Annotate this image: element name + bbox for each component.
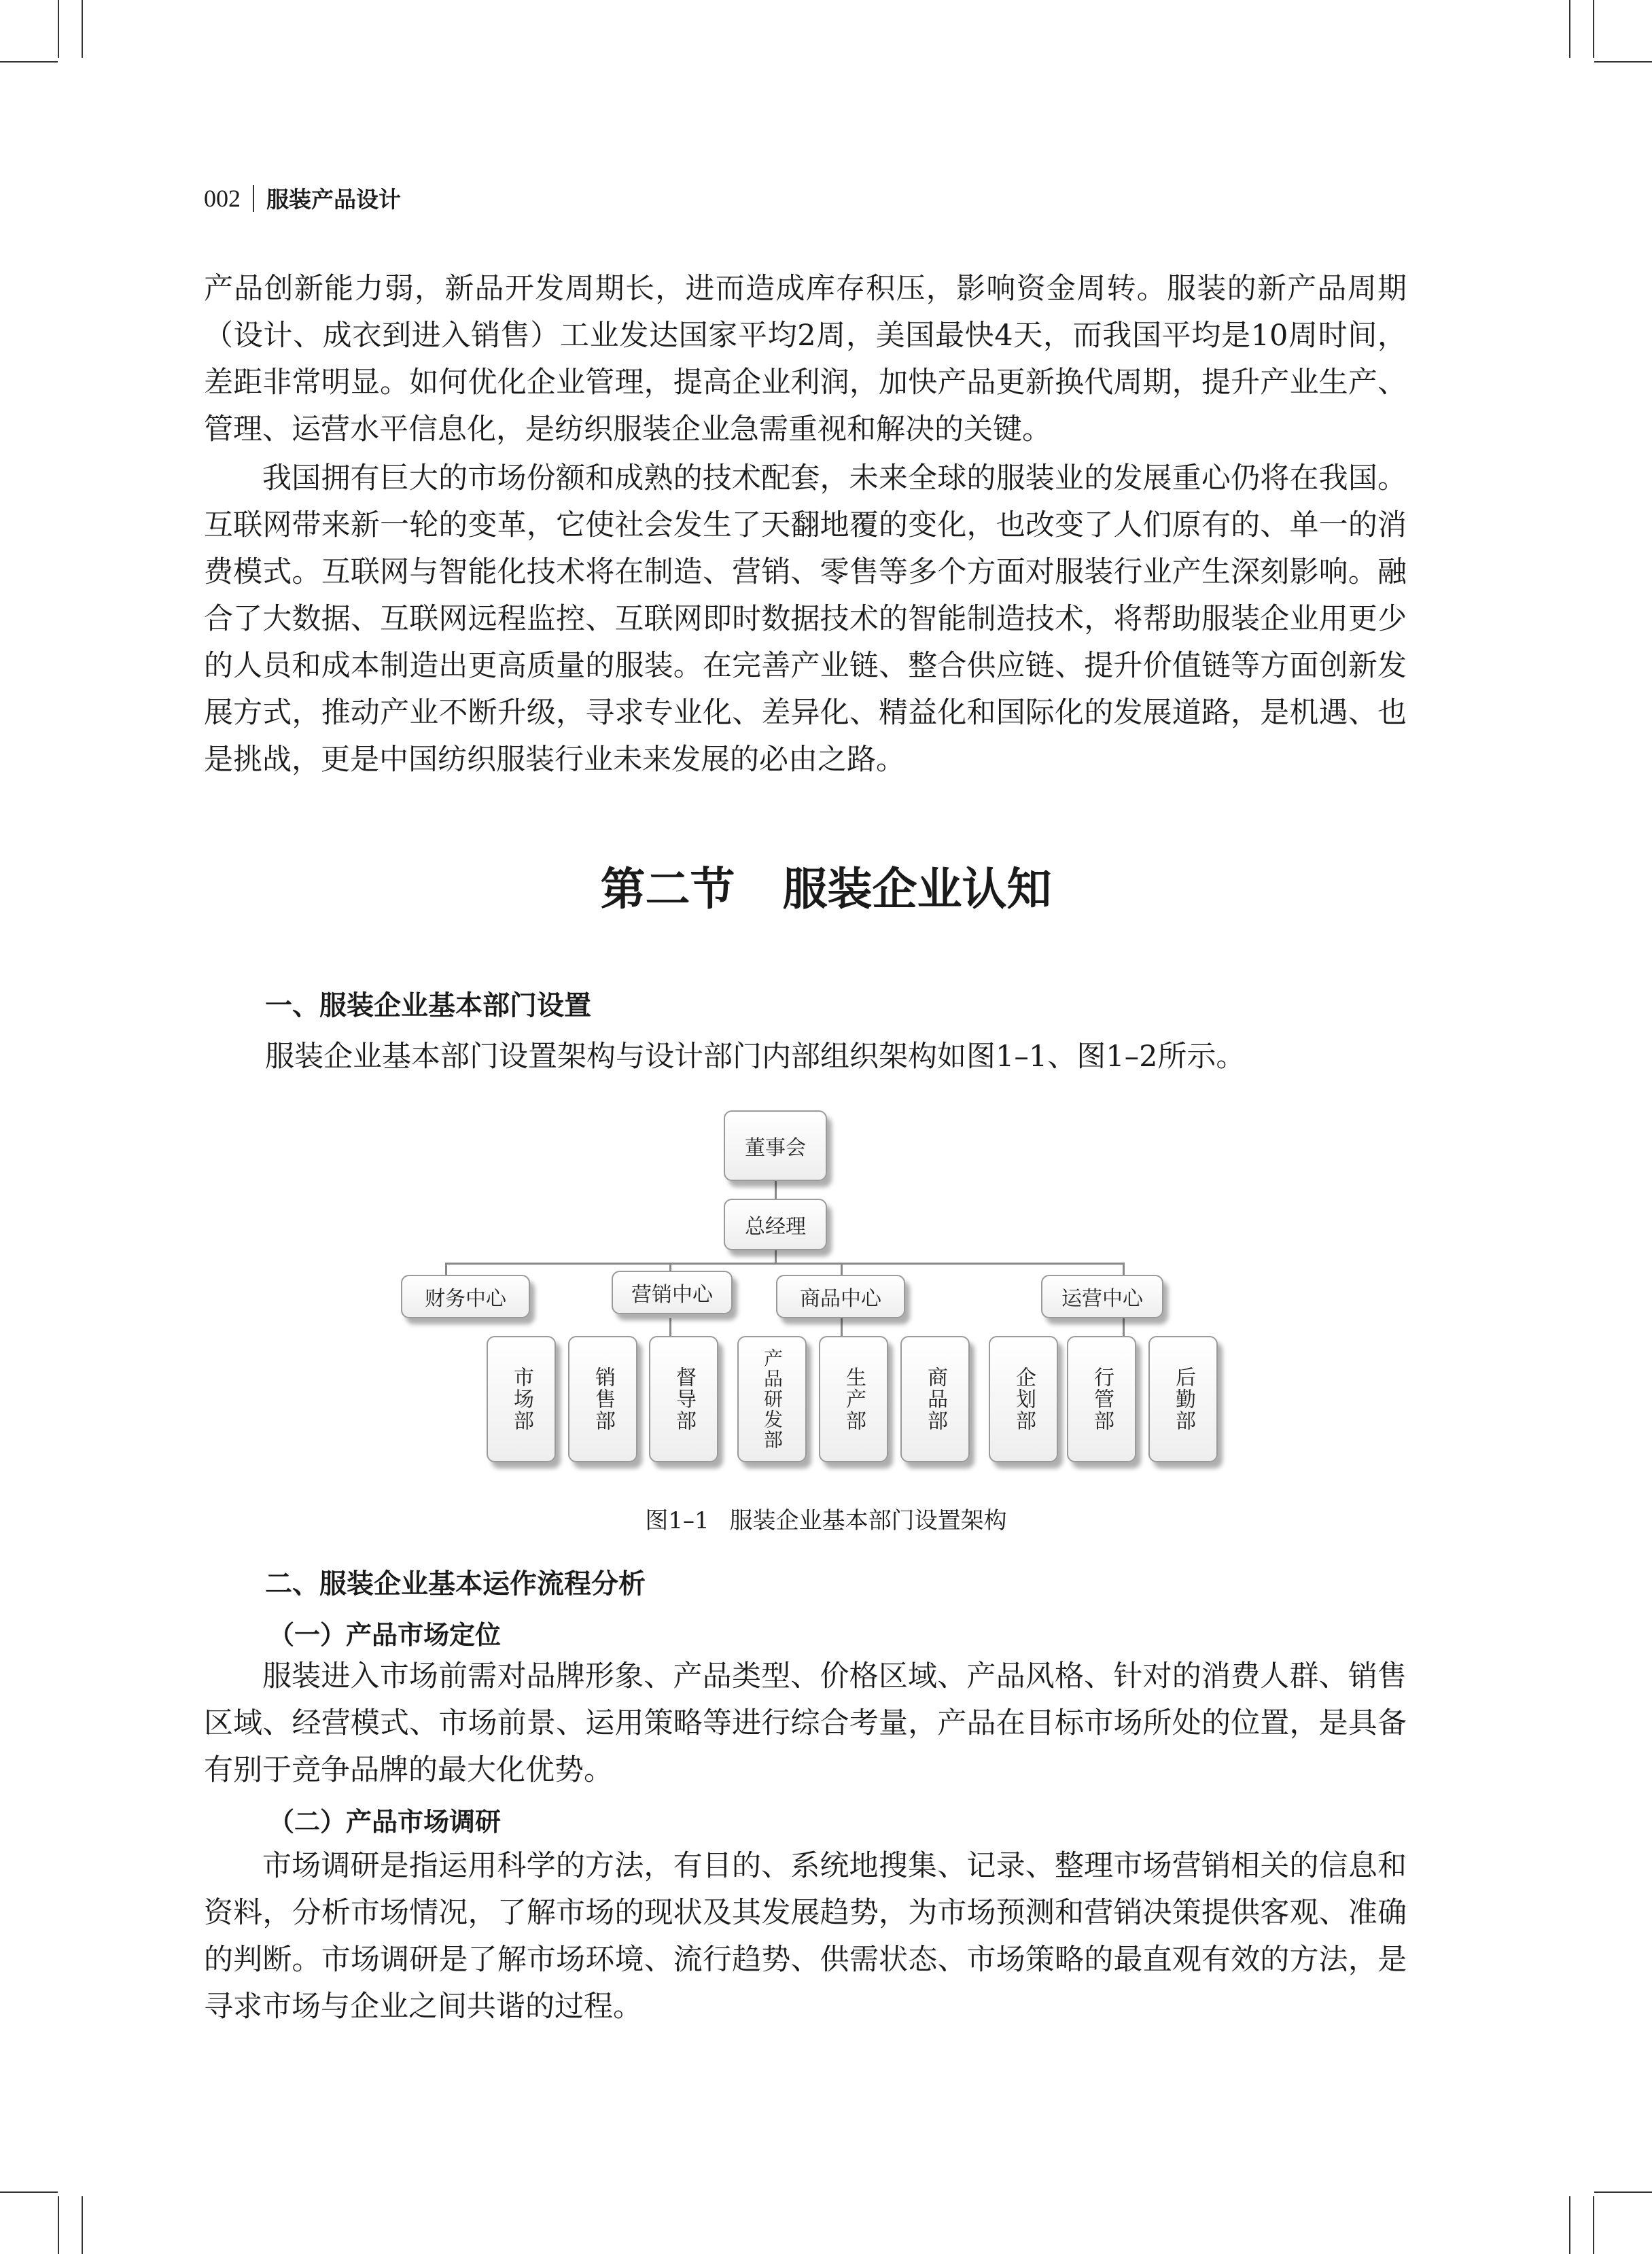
department-label: 后勤部 [1172, 1367, 1195, 1432]
page-number: 002 [204, 184, 241, 212]
connector-line [669, 1318, 671, 1336]
crop-mark [0, 2191, 58, 2193]
org-node-department [737, 1336, 807, 1462]
crop-mark [1569, 2196, 1570, 2254]
crop-mark [1593, 2196, 1594, 2254]
header-divider [253, 185, 254, 212]
department-label: 商品部 [924, 1367, 947, 1432]
paragraph: 我国拥有巨大的市场份额和成熟的技术配套，未来全球的服装业的发展重心仍将在我国。互联网带来新一轮的变革，它使社会发生了天翻地覆的变化，也改变了人们原有的、单一的消费模式。互联网与智能化技术将在制造、营销、零售等多个方面对服装行业产生深刻影响。融合了大数据、互联网远程监控、互联网即时数据技术的智能制造技术，将帮助服装企业用更少的人员和成本制造出更高质量的服装。在完善产业链、整合供应链、提升价值链等方面创新发展方式，推动产业不断升级，寻求专业化、差异化、精益化和国际化的发展道路，是机遇、也是挑战，更是中国纺织服装行业未来发展的必由之路。 [204, 461, 1407, 777]
crop-mark [1569, 0, 1570, 58]
department-label: 市场部 [510, 1367, 533, 1432]
connector-line [445, 1263, 447, 1275]
crop-mark [1594, 2191, 1652, 2193]
department-label: 生产部 [842, 1367, 866, 1432]
connector-line [775, 1250, 777, 1264]
org-node-department [819, 1336, 888, 1462]
org-node-center: 营销中心 [612, 1271, 733, 1314]
department-label: 企划部 [1012, 1367, 1036, 1432]
section-name: 服装企业认知 [782, 863, 1052, 915]
org-node-center: 财务中心 [401, 1275, 530, 1318]
section-number: 第二节 [600, 863, 735, 915]
connector-line [1123, 1318, 1125, 1336]
org-node-center: 商品中心 [776, 1275, 905, 1318]
department-label: 产品研发部 [761, 1348, 784, 1450]
department-label: 销售部 [591, 1367, 615, 1432]
connector-line [445, 1263, 1125, 1265]
org-node-department [487, 1336, 556, 1462]
crop-mark [58, 2196, 59, 2254]
subsection-heading: 二、服装企业基本运作流程分析 [265, 1568, 646, 1600]
org-node-department [900, 1336, 970, 1462]
department-label: 督导部 [672, 1367, 696, 1432]
org-node-board: 董事会 [724, 1110, 827, 1181]
paragraph: 市场调研是指运用科学的方法，有目的、系统地搜集、记录、整理市场营销相关的信息和资料，分析市场情况，了解市场的现状及其发展趋势，为市场预测和营销决策提供客观、准确的判断。市场调研是了解市场环境、流行趋势、供需状态、市场策略的最直观有效的方法，是寻求市场与企业之间共谐的过程。 [204, 1849, 1407, 2024]
org-node-department [1148, 1336, 1218, 1462]
crop-mark [82, 0, 83, 58]
org-node-gm: 总经理 [724, 1199, 827, 1250]
connector-line [841, 1263, 843, 1275]
org-node-center: 运营中心 [1041, 1275, 1163, 1318]
connector-line [1123, 1263, 1125, 1275]
figure-label: 图1–1 [645, 1507, 709, 1534]
paragraph: 服装进入市场前需对品牌形象、产品类型、价格区域、产品风格、针对的消费人群、销售区域、经营模式、市场前景、运用策略等进行综合考量，产品在目标市场所处的位置，是具备有别于竞争品牌的最大化优势。 [204, 1659, 1407, 1787]
org-node-department [568, 1336, 637, 1462]
figure-caption [0, 1502, 1652, 1535]
crop-mark [0, 61, 58, 63]
connector-line [669, 1263, 671, 1271]
connector-line [775, 1181, 777, 1199]
crop-mark [1593, 0, 1594, 58]
paragraph: 服装企业基本部门设置架构与设计部门内部组织架构如图1–1、图1–2所示。 [265, 1040, 1246, 1074]
org-node-department [649, 1336, 718, 1462]
running-header [204, 182, 401, 214]
item-heading: （一）产品市场定位 [268, 1620, 502, 1650]
subsection-heading: 一、服装企业基本部门设置 [265, 990, 591, 1021]
crop-mark [1594, 61, 1652, 63]
crop-mark [58, 0, 59, 58]
book-title: 服装产品设计 [266, 186, 401, 213]
section-title [0, 853, 1652, 917]
figure-caption-text: 服装企业基本部门设置架构 [729, 1507, 1007, 1534]
connector-line [841, 1318, 843, 1336]
item-heading: （二）产品市场调研 [268, 1807, 502, 1837]
paragraph: 产品创新能力弱，新品开发周期长，进而造成库存积压，影响资金周转。服装的新产品周期（设计、成衣到进入销售）工业发达国家平均2周，美国最快4天，而我国平均是10周时间，差距非常明显。如何优化企业管理，提高企业利润，加快产品更新换代周期，提升产业生产、管理、运营水平信息化，是纺织服装企业急需重视和解决的关键。 [204, 272, 1407, 446]
department-label: 行管部 [1090, 1367, 1114, 1432]
org-node-department [1067, 1336, 1136, 1462]
org-node-department [989, 1336, 1058, 1462]
crop-mark [82, 2196, 83, 2254]
